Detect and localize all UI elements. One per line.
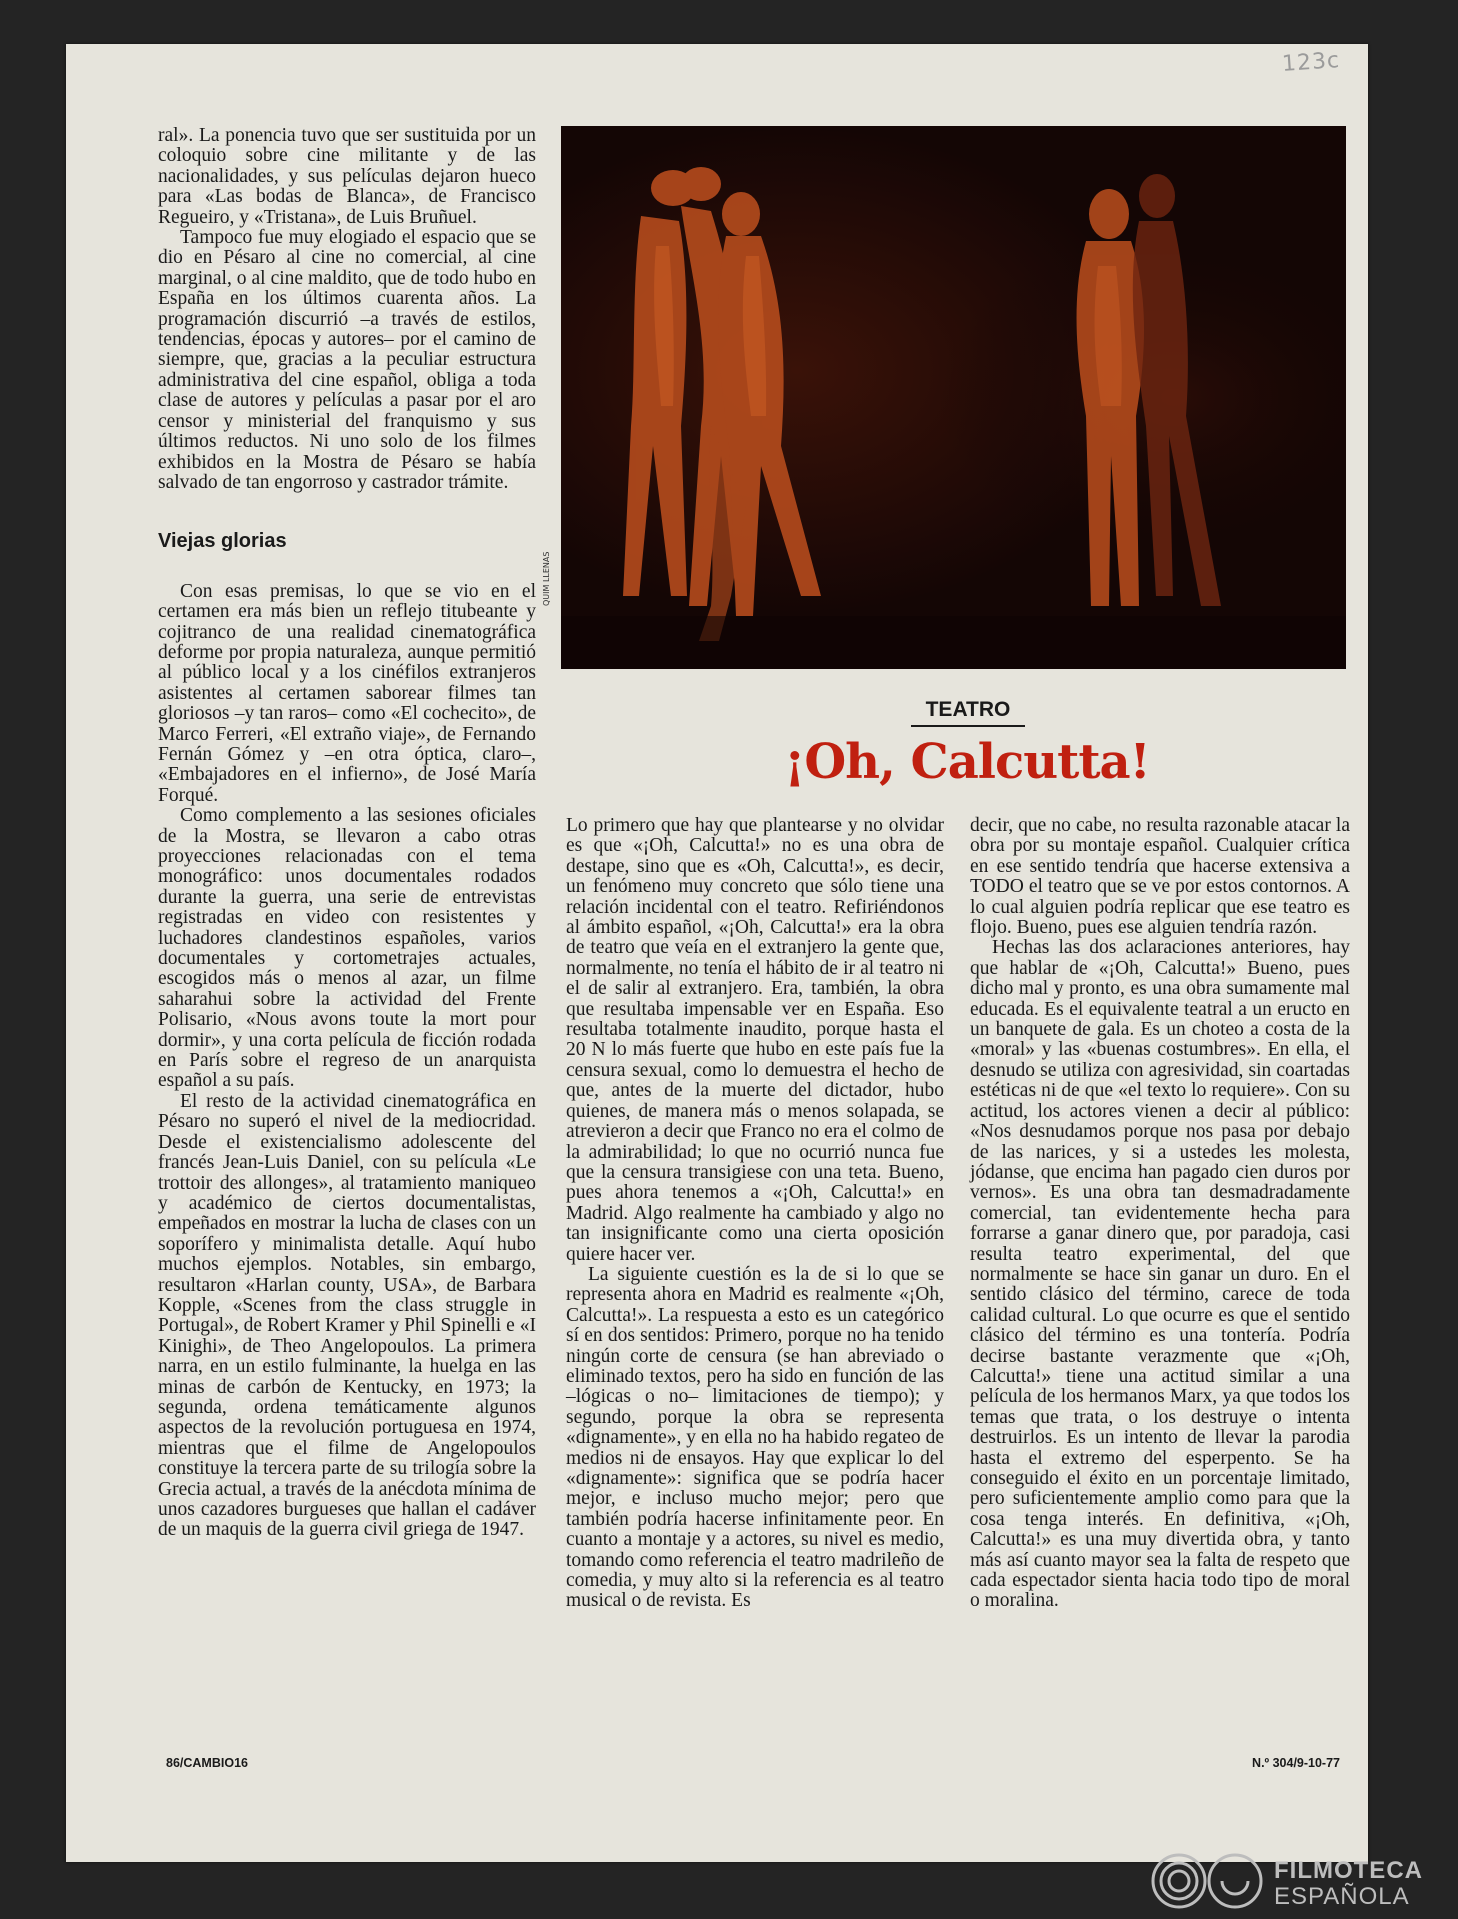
- paragraph: decir, que no cabe, no resulta razonable atacar la obra por su montaje español. Cualquier crítica en ese sentido tendría que hacerse extensiva a TODO el teatro que se ve por estos contornos. A lo cual alguien podría replicar que ese teatro es flojo. Bueno, pues ese alguien tendría razón.: [970, 815, 1350, 939]
- paragraph: ral». La ponencia tuvo que ser sustituida por un coloquio sobre cine militante y de las nacionalidades, y sus películas dejaron hueco para «Las bodas de Blanca», de Francisco Regueiro, y «Tristana», de Luis Bruñuel.: [158, 125, 536, 228]
- paragraph: Como complemento a las sesiones oficiales de la Mostra, se llevaron a cabo otras proyecciones relacionadas con el tema monográfico: unos documentales rodados durante la guerra, una serie de entrevistas registradas en video con resistentes y luchadores clandestinos españoles, varios documentales y cortometrajes actuales, escogidos más o menos al azar, un filme saharahui sobre la actividad del Frente Polisario, «Nous avons toute la mort pour dormir», y una corta película de ficción rodada en París sobre el regreso de un anarquista español a su país.: [158, 805, 536, 1092]
- subheading: Viejas glorias: [158, 530, 287, 553]
- column-2: [566, 816, 944, 1612]
- column-1: [158, 126, 536, 1541]
- photo-credit: QUIM LLENAS: [542, 551, 551, 606]
- watermark-line-1: FILMOTECA: [1274, 1857, 1423, 1884]
- stage-photo: [561, 126, 1346, 669]
- paragraph: La siguiente cuestión es la de si lo que se representa ahora en Madrid es realmente «¡Oh, Calcutta!». La respuesta a esto es un categórico sí en dos sentidos: Primero, porque no ha tenido ningún corte de censura (se han abreviado o eliminado textos, pero ha sido en función de las –lógicas o no– limitaciones de tiempo); y segundo, porque la obra se representa «dignamente», y en ella no ha habido regateo de medios ni de ensayos. Hay que explicar lo del «dignamente»: significa que se podría hacer mejor, e incluso mucho mejor; pero que también podría hacerse infinitamente peor. En cuanto a montaje y a actores, su nivel es medio, tomando como referencia el teatro madrileño de comedia, y muy alto si la referencia es al teatro musical o de revista. Es: [566, 1263, 944, 1612]
- filmoteca-logo-icon: [1150, 1852, 1264, 1910]
- section-label: TEATRO: [911, 698, 1025, 727]
- paragraph: Con esas premisas, lo que se vio en el certamen era más bien un reflejo titubeante y cojitranco de una realidad cinematográfica deforme por propia naturaleza, aunque permitió al público local y a los cinéfilos extranjeros asistentes al certamen saborear filmes tan gloriosos –y tan raros– como «El cochecito», de Marco Ferreri, «El extraño viaje», de Fernando Fernán Gómez y –en otra óptica, claro–, «Embajadores en el infierno», de José María Forqué.: [158, 580, 536, 806]
- watermark-line-2: ESPAÑOLA: [1274, 1883, 1410, 1910]
- filmoteca-watermark: [1150, 1852, 1450, 1910]
- photo-illustration: [561, 126, 1346, 669]
- paragraph: Tampoco fue muy elogiado el espacio que se dio en Pésaro al cine no comercial, al cine marginal, o al cine maldito, que de todo hubo en España en los últimos cuarenta años. La programación discurrió –a través de estilos, tendencias, épocas y autores– por el camino de siempre, que, gracias a la peculiar estructura administrativa del cine español, obliga a toda clase de autores y películas a pasar por el aro censor y ministerial del franquismo y sus últimos reductos. Ni uno solo de los filmes exhibidos en la Mostra de Pésaro se había salvado de tan engorroso y castrador trámite.: [158, 227, 536, 493]
- handwritten-note: 123c: [1281, 48, 1341, 77]
- article-title: ¡Oh, Calcutta!: [784, 734, 1150, 790]
- paragraph: El resto de la actividad cinematográfica en Pésaro no superó el nivel de la mediocridad. Desde el existencialismo adolescente del francés Jean-Luis Daniel, con su película «Le trottoir des allonges», al tratamiento maniqueo y académico de ciertos documentalistas, empeñados en mostrar la lucha de clases con un soporífero y minimalista detalle. Aquí hubo muchos ejemplos. Notables, sin embargo, resultaron «Harlan county, USA», de Barbara Kopple, «Scenes from the class struggle in Portugal», de Robert Kramer y Phil Spinelli e «I Kinighi», de Theo Angelopoulos. La primera narra, en un estilo fulminante, la huelga en las minas de carbón de Kentucky, en 1973; la segunda, ordena temáticamente algunos aspectos de la revolución portuguesa en 1974, mientras que el filme de Angelopoulos constituye la tercera parte de su trilogía sobre la Grecia actual, a través de la anécdota mínima de unos cazadores burgueses que hallan el cadáver de un maquis de la guerra civil griega de 1947.: [158, 1090, 536, 1541]
- folio-right: N.º 304/9-10-77: [1252, 1756, 1340, 1770]
- paragraph: Lo primero que hay que plantearse y no olvidar es que «¡Oh, Calcutta!» no es una obra de destape, sino que es «Oh, Calcutta!», es decir, un fenómeno muy concreto que sólo tiene una relación incidental con el teatro. Refiriéndonos al ámbito español, «¡Oh, Calcutta!» era la obra de teatro que veía en el extranjero la gente que, normalmente, no tenía el hábito de ir al teatro ni el de salir al extranjero. Era, también, la obra que resultaba impensable ver en España. Eso resultaba totalmente inaudito, porque hasta el 20 N lo más fuerte que hubo en este país fue la censura sexual, como lo demuestra el hecho de que, antes de la muerte del dictador, hubo quienes, de manera más o menos solapada, se atrevieron a decir que Franco no era el colmo de la admirabilidad; lo que no ocurrió nunca fue que la censura transigiese con una teta. Bueno, pues ahora tenemos a «¡Oh, Calcutta!» en Madrid. Algo realmente ha cambiado y algo no tan insignificante como una cierta oposición quiere hacer ver.: [566, 815, 944, 1265]
- magazine-page: [66, 44, 1368, 1862]
- folio-left: 86/CAMBIO16: [166, 1756, 248, 1770]
- paragraph: Hechas las dos aclaraciones anteriores, hay que hablar de «¡Oh, Calcutta!» Bueno, pues dicho mal y pronto, es una obra sumamente mal educada. Es el equivalente teatral a un eructo en un banquete de gala. Es un choteo a costa de la «moral» y las «buenas costumbres». En ella, el desnudo se utiliza con agresividad, sin coartadas estéticas ni de que «el texto lo requiere». Con su actitud, los actores vienen a decir al público: «Nos desnudamos porque nos pasa por debajo de las narices, y si a ustedes les molesta, jódanse, que encima han pagado cien duros por vernos». Es una obra tan desmadradamente comercial, tan evidentemente hecha para forrarse a ganar dinero que, por paradoja, casi resulta teatro experimental, del que normalmente se hace sin ganar un duro. En el sentido clásico del término, carece de toda calidad cultural. Lo que ocurre es que el sentido clásico del término es una tontería. Podría decirse bastante verazmente que «¡Oh, Calcutta!» tiene una actitud similar a una película de los hermanos Marx, ya que todos los temas que trata, o los destruye o intenta destruirlos. Es un intento de llevar la parodia hasta el extremo del esperpento. Se ha conseguido el éxito en un porcentaje limitado, pero suficientemente amplio como para que la cosa tenga interés. En definitiva, «¡Oh, Calcutta!» es una muy divertida obra, y tanto más así cuanto mayor sea la falta de respeto que cada espectador sienta hacia todo tipo de moral o moralina.: [970, 937, 1350, 1612]
- column-3: [970, 816, 1350, 1612]
